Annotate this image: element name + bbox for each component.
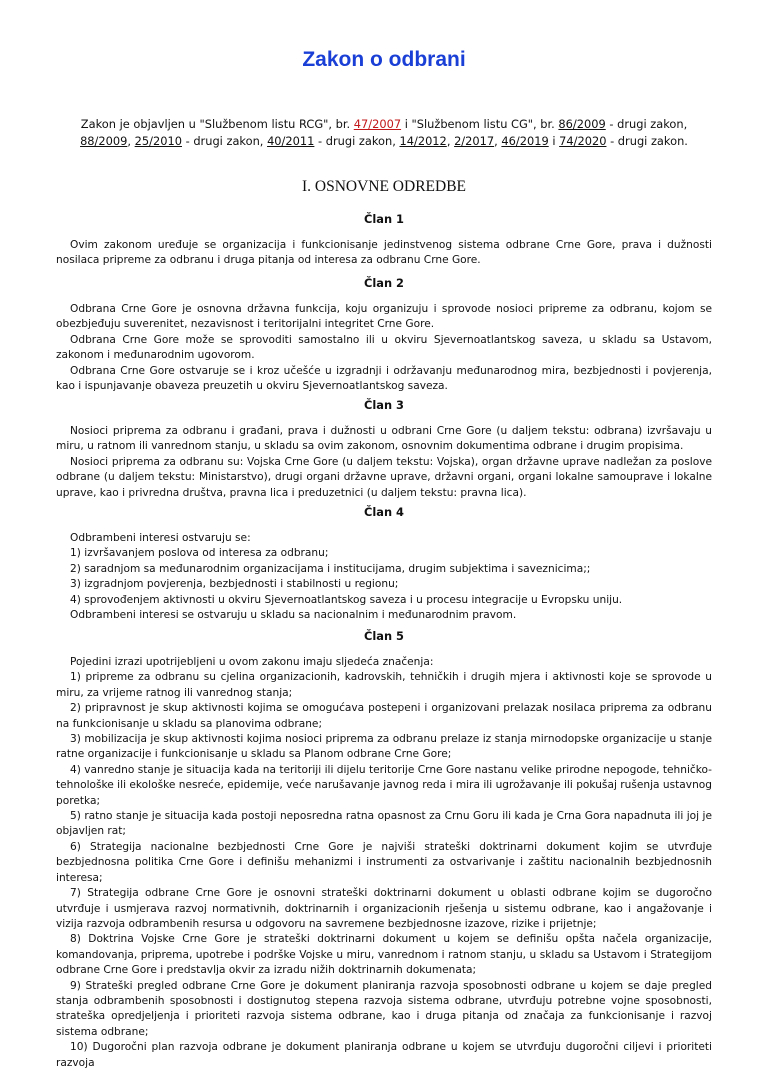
- paragraph: Pojedini izrazi upotrijebljeni u ovom zakonu imaju sljedeća značenja:: [70, 656, 434, 668]
- gazette-link-86-2009[interactable]: 86/2009: [558, 117, 606, 131]
- article-body: [56, 655, 712, 1071]
- list-item: 4) sprovođenjem aktivnosti u okviru Sjevernoatlantskog saveza i u procesu integracije u Evropsku uniju.: [70, 593, 623, 606]
- list-item: 1) izvršavanjem poslova od interesa za odbranu;: [70, 547, 329, 560]
- article-3: [56, 398, 712, 501]
- article-heading: Član 1: [364, 212, 404, 226]
- paragraph: Odbrambeni interesi ostvaruju se:: [70, 532, 251, 544]
- article-5: [56, 629, 712, 1071]
- list-item: 3) mobilizacija je skup aktivnosti kojima nosioci pripremа za odbranu prelaze iz stanja mirnodopske organizacije u stanje ratne organizacije i funkcionisanje u skladu sa Planom odbrane Crne Gore;: [56, 733, 712, 761]
- gazette-link-25-2010[interactable]: 25/2010: [134, 133, 182, 148]
- article-2: [56, 276, 712, 394]
- gazette-link-47-2007[interactable]: 47/2007: [353, 117, 402, 131]
- article-1: [56, 212, 712, 269]
- gazette-link-14-2012[interactable]: 14/2012: [399, 133, 447, 148]
- article-body: [56, 424, 712, 501]
- article-4: [56, 505, 712, 623]
- article-heading: Član 2: [364, 276, 404, 290]
- paragraph: Odbrambeni interesi se ostvaruju u skladu sa nacionalnim i međunarodnim pravom.: [70, 609, 517, 622]
- list-item: 9) Strateški pregled odbrane Crne Gore je dokument planiranja razvoja sposobnosti odbrane u kojem se daje pregled stanja odbrambenih sposobnosti i dostignutog stepena razvoja sistema odbrane, utvrđuju potrebne vojne sposobnosti, strateška opredjeljenja i prioriteti razvoja sistema odbrane, kao i druga pitanja od značaja za funkcionisanje i razvoj sistema odbrane;: [56, 979, 712, 1038]
- gazette-link-2-2017[interactable]: 2/2017: [454, 133, 495, 148]
- paragraph: Odbrana Crne Gore je osnovna državna funkcija, koju organizuju i sprovode nosioci pripreme za odbranu, kojom se obezbjeđuju suverenitet, nezavisnost i teritorijalni integritet Crne Gore.: [56, 303, 712, 331]
- article-body: [56, 302, 712, 394]
- list-item: 2) saradnjom sa međunarodnim organizacijama i institucijama, drugim subjektima i saveznicima;;: [70, 562, 591, 575]
- gazette-link-46-2019[interactable]: 46/2019: [501, 133, 549, 148]
- document-title: Zakon o odbrani: [302, 48, 466, 71]
- list-item: 5) ratno stanje je situacija kada postoji neposredna ratna opasnost za Crnu Goru ili kada je Crna Gora napadnuta ili joj je objavljen rat;: [56, 810, 712, 838]
- paragraph: Ovim zakonom uređuje se organizacija i funkcionisanje jedinstvenog sistema odbrane Crne Gore, prava i dužnosti nosilaca pripreme za odbranu i druga pitanja od interesa za odbranu Crne Gore.: [56, 239, 712, 267]
- paragraph: Nosioci pripremа za odbranu su: Vojska Crne Gore (u daljem tekstu: Vojska), organ državne uprave nadležan za poslove odbrane (u daljem tekstu: Ministarstvo), drugi organi državne uprave, državni organi, organi lokalne samouprave i lokalne uprave, kao i privredna društva, pravna lica i preduzetnici (u daljem tekstu: pravna lica).: [56, 455, 712, 499]
- gazette-link-74-2020[interactable]: 74/2020: [559, 133, 607, 148]
- article-heading: Član 3: [364, 398, 404, 412]
- list-item: 6) Strategija nacionalne bezbjednosti Crne Gore je najviši strateški doktrinarni dokument kojim se utvrđuje bezbjednosna politika Crne Gore i definišu mehanizmi i instrumenti za ostvarivanje i zaštitu nacionalnih bezbjednosnih interesa;: [56, 840, 712, 884]
- list-item: 7) Strategija odbrane Crne Gore je osnovni strateški doktrinarni dokument u oblasti odbrane kojim se dugoročno utvrđuje i usmjerava razvoj normativnih, doktrinarnih i organizacionih rješenja u sistemu odbrane, kao i angažovanje i vizija razvoja odbrambenih resursa u odgovoru na savremene bezbjednosne izazove, rizike i prijetnje;: [56, 887, 712, 930]
- list-item: 3) izgradnjom povjerenja, bezbjednosti i stabilnosti u regionu;: [70, 578, 399, 591]
- list-item: 10) Dugoročni plan razvoja odbrane je dokument planiranja odbrane u kojem se utvrđuju dugoročni ciljevi i prioriteti razvoja: [56, 1041, 712, 1069]
- paragraph: Odbrana Crne Gore može se sprovoditi samostalno ili u okviru Sjevernoatlantskog saveza, u skladu sa Ustavom, zakonom i međunarodnim ugovorom.: [56, 333, 712, 362]
- list-item: 2) pripravnost je skup aktivnosti kojima se omogućava postepeni i organizovani prelazak nosilaca pripremа za odbranu na funkcionisanje u skladu sa planovima odbrane;: [56, 702, 712, 730]
- article-heading: Član 4: [364, 505, 404, 519]
- article-body: [56, 238, 712, 269]
- section-title: I. OSNOVNE ODREDBE: [301, 178, 467, 195]
- gazette-link-40-2011[interactable]: 40/2011: [267, 133, 315, 148]
- paragraph: Nosioci pripremа za odbranu i građani, prava i dužnosti u odbrani Crne Gore (u daljem tekstu: odbrana) izvršavaju u miru, u ratnom ili vanrednom stanju, u skladu sa ovim zakonom, osnovnim dokumentima odbrane i drugim propisima.: [56, 425, 712, 453]
- list-item: 4) vanredno stanje je situacija kada na teritoriji ili dijelu teritorije Crne Gore nastanu velike prirodne nepogode, tehničko-tehnološke ili ekološke nesreće, epidemije, veće narušavanje javnog reda i mira ili ugrožavanje ili pokušaj rušenja ustavnog poretka;: [56, 763, 712, 807]
- article-body: [56, 531, 712, 623]
- article-heading: Član 5: [364, 629, 404, 643]
- list-item: 8) Doktrina Vojske Crne Gore je strateški doktrinarni dokument u kojem se definišu opšta načela organizacije, komandovanja, pripremа, upotrebe i podrške Vojske u miru, vanrednom i ratnom stanju, u skladu sa Ustavom i Strategijom odbrane Crne Gore i predstavlja okvir za izradu nižih doktrinarnih dokumenata;: [56, 933, 712, 977]
- paragraph: Odbrana Crne Gore ostvaruje se i kroz učešće u izgradnji i održavanju međunarodnog mira, bezbjednosti i povjerenja, kao i ispunjavanje obaveza preuzetih u okviru Sjevernoatlantskog saveza.: [56, 364, 712, 393]
- list-item: 1) pripreme za odbranu su cjelina organizacionih, kadrovskih, tehničkih i drugih mjera i aktivnosti koje se sprovode u miru, za vrijeme ratnog ili vanrednog stanja;: [56, 671, 712, 699]
- gazette-link-88-2009[interactable]: 88/2009: [80, 133, 128, 148]
- publication-info: Zakon je objavljen u "Službenom listu RCG", br. 47/2007 i "Službenom listu CG", br. 86/2009 - drugi zakon, 88/2009, 25/2010 - drugi zakon, 40/2011 - drugi zakon, 14/2012, 2/2017, 46/2019 i 74/2020 - drugi zakon.: [80, 117, 688, 148]
